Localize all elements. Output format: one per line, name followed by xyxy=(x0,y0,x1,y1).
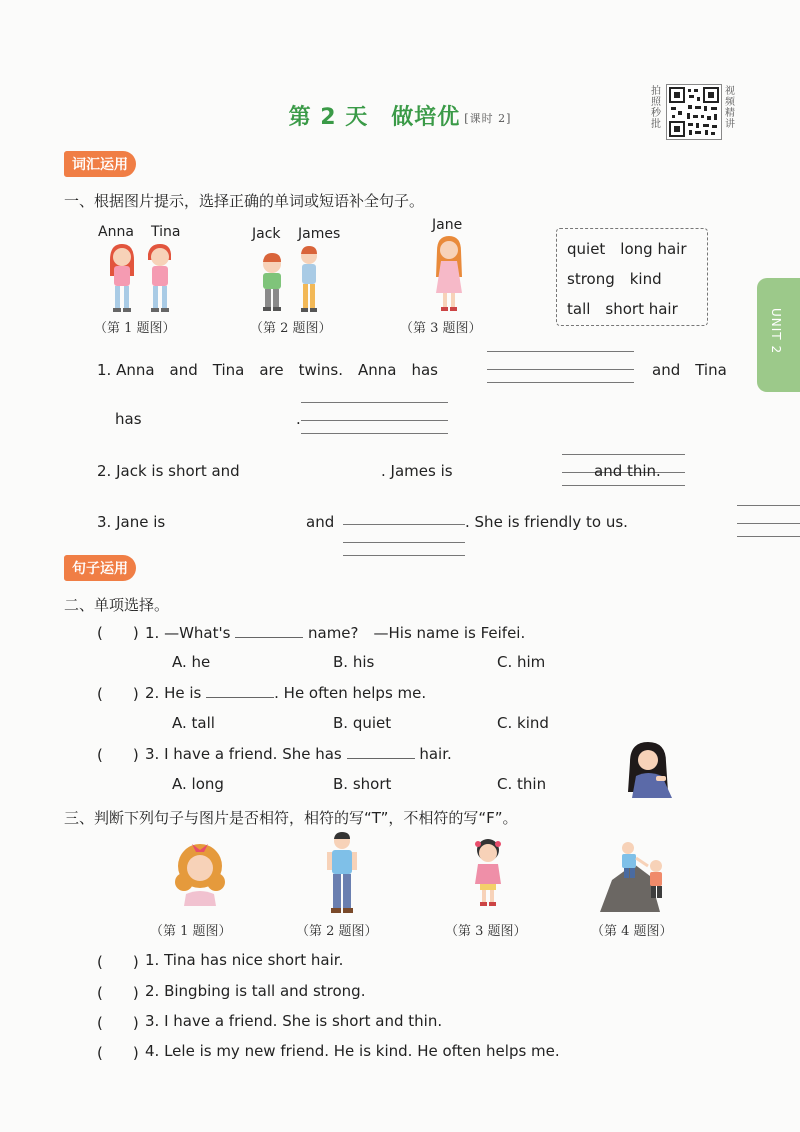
q2-text-c: and thin. xyxy=(594,462,661,480)
mc1-option-a[interactable]: A. he xyxy=(172,653,211,671)
section3-heading: 三、判断下列句子与图片是否相符，相符的写“T”，不相符的写“F”。 xyxy=(64,809,518,827)
tf1-text: 1. Tina has nice short hair. xyxy=(145,951,344,969)
jane-illustration xyxy=(431,233,467,315)
page-title-text: 第 2 天 做培优 xyxy=(288,105,461,130)
mc2-stem xyxy=(145,683,426,702)
mc2-paren[interactable]: ( ) xyxy=(97,685,139,703)
q3-text-b: and xyxy=(306,513,335,531)
mc3-option-a[interactable]: A. long xyxy=(172,775,224,793)
helping-climb-illustration xyxy=(598,834,674,912)
caption-2: （第 2 题图） xyxy=(250,321,332,336)
word-bank-row-3: tall short hair xyxy=(567,300,678,318)
tf1-paren[interactable]: ( ) xyxy=(97,953,139,971)
tf4-paren[interactable]: ( ) xyxy=(97,1044,139,1062)
qr-left-label: 拍照秒批 xyxy=(651,86,661,130)
caption-3: （第 3 题图） xyxy=(400,321,482,336)
mc1-paren[interactable]: ( ) xyxy=(97,624,139,642)
mc1-option-b[interactable]: B. his xyxy=(333,653,375,671)
section2-heading: 二、单项选择。 xyxy=(64,596,170,614)
mc3-blank[interactable] xyxy=(347,744,415,759)
qr-right-label: 视频精讲 xyxy=(725,86,735,130)
tall-boy-illustration xyxy=(322,830,362,916)
mc1-stem-a: 1. —What's xyxy=(145,624,231,642)
q2-text-a: 2. Jack is short and xyxy=(97,462,240,480)
q3-blank-1[interactable] xyxy=(737,514,800,532)
mc3-option-b[interactable]: B. short xyxy=(333,775,392,793)
qr-code-block[interactable] xyxy=(648,84,740,140)
boys-illustration xyxy=(254,242,330,316)
mc1-stem xyxy=(145,622,525,643)
short-girl-illustration xyxy=(470,836,506,910)
name-james: James xyxy=(298,226,341,242)
name-tina: Tina xyxy=(151,224,181,240)
q3-blank-2[interactable] xyxy=(343,533,465,551)
unit-label: UNIT 2 xyxy=(769,308,783,355)
mc2-option-c[interactable]: C. kind xyxy=(497,714,549,732)
mc3-stem xyxy=(145,744,452,763)
s3-caption-2: （第 2 题图） xyxy=(296,924,378,939)
mc2-stem-b: . He often helps me. xyxy=(274,684,427,702)
mc2-blank[interactable] xyxy=(206,683,274,698)
s3-caption-3: （第 3 题图） xyxy=(445,924,527,939)
q1-text-a: 1. Anna and Tina are twins. Anna has xyxy=(97,361,438,379)
mc1-blank[interactable] xyxy=(235,623,303,638)
q3-text-c: . She is friendly to us. xyxy=(465,513,628,531)
mc3-stem-a: 3. I have a friend. She has xyxy=(145,745,342,763)
name-jack: Jack xyxy=(252,226,281,242)
mc1-stem-b: name? —His name is Feifei. xyxy=(308,624,526,642)
name-anna: Anna xyxy=(98,224,134,240)
section1-heading: 一、根据图片提示，选择正确的单词或短语补全句子。 xyxy=(64,192,425,210)
long-hair-girl-illustration xyxy=(622,740,678,800)
tf4-text: 4. Lele is my new friend. He is kind. He often helps me. xyxy=(145,1042,560,1060)
mc2-stem-a: 2. He is xyxy=(145,684,202,702)
q3-text-a: 3. Jane is xyxy=(97,513,166,531)
curly-girl-illustration xyxy=(174,838,226,906)
mc3-stem-b: hair. xyxy=(419,745,452,763)
qr-code-icon[interactable] xyxy=(666,84,722,140)
tf2-paren[interactable]: ( ) xyxy=(97,984,139,1002)
mc2-option-a[interactable]: A. tall xyxy=(172,714,215,732)
q1-text-c: has xyxy=(115,410,142,428)
word-bank-box xyxy=(556,228,708,326)
q2-text-b: . James is xyxy=(381,462,453,480)
q1-blank-1[interactable] xyxy=(487,360,634,378)
s3-caption-1: （第 1 题图） xyxy=(150,924,232,939)
tf2-text: 2. Bingbing is tall and strong. xyxy=(145,982,366,1000)
unit-side-tab xyxy=(757,278,800,392)
q1-blank-2[interactable] xyxy=(301,411,448,429)
s3-caption-4: （第 4 题图） xyxy=(591,924,673,939)
twins-illustration xyxy=(100,240,180,316)
section-badge-vocabulary: 词汇运用 xyxy=(64,151,136,177)
mc3-option-c[interactable]: C. thin xyxy=(497,775,547,793)
tf3-paren[interactable]: ( ) xyxy=(97,1014,139,1032)
name-jane: Jane xyxy=(432,217,463,233)
q1-text-b: and Tina xyxy=(652,361,727,379)
section-badge-sentences: 句子运用 xyxy=(64,555,136,581)
word-bank-row-1: quiet long hair xyxy=(567,240,687,258)
caption-1: （第 1 题图） xyxy=(94,321,176,336)
mc2-option-b[interactable]: B. quiet xyxy=(333,714,392,732)
tf3-text: 3. I have a friend. She is short and thin. xyxy=(145,1012,443,1030)
word-bank-row-2: strong kind xyxy=(567,270,662,288)
mc3-paren[interactable]: ( ) xyxy=(97,746,139,764)
q1-text-d: . xyxy=(296,410,301,428)
lesson-tag: [课时 2] xyxy=(464,112,512,125)
mc1-option-c[interactable]: C. him xyxy=(497,653,546,671)
